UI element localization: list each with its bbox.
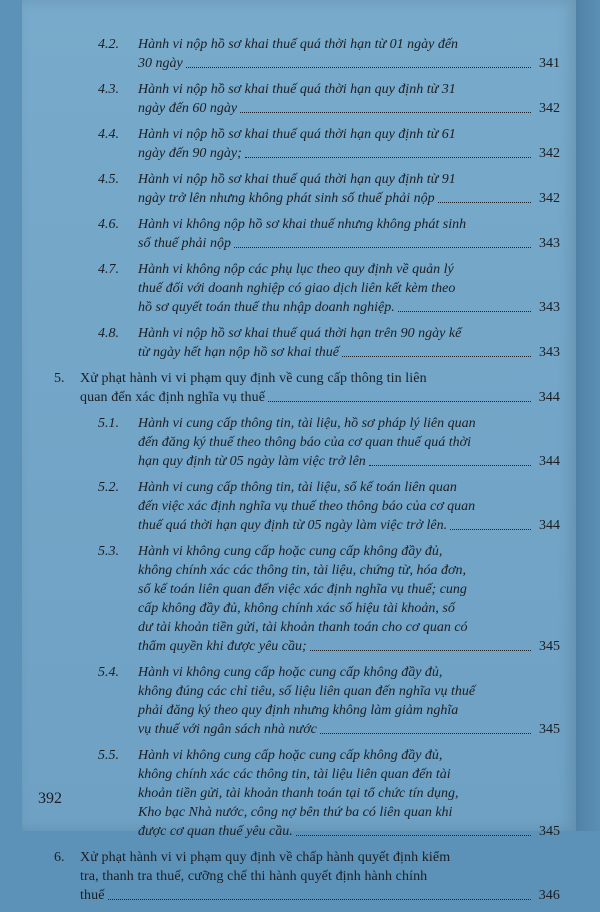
table-of-contents (54, 35, 560, 912)
toc-entry-line (138, 54, 560, 73)
toc-entry-line-text: vụ thuế với ngân sách nhà nước (138, 722, 317, 737)
toc-entry-page: 343 (539, 345, 560, 360)
dot-leader (310, 650, 531, 651)
toc-entry-title (80, 369, 560, 407)
toc-entry (54, 848, 560, 905)
toc-entry-line: không đúng các chỉ tiêu, số liệu liên quan đến nghĩa vụ thuế (138, 684, 476, 699)
toc-entry-line (138, 516, 560, 535)
toc-entry-line: không chính xác các thông tin, tài liệu liên quan đến tài (138, 767, 451, 782)
toc-entry-number: 4.6. (98, 217, 119, 232)
toc-entry-line (138, 343, 560, 362)
dot-leader (450, 529, 531, 530)
toc-entry-line: Hành vi không cung cấp hoặc cung cấp không đầy đủ, (138, 748, 443, 763)
toc-entry (98, 80, 560, 118)
toc-entry-page: 343 (539, 300, 560, 315)
dot-leader (369, 465, 531, 466)
toc-entry-line: Hành vi nộp hồ sơ khai thuế quá thời hạn quy định từ 61 (138, 127, 456, 142)
toc-entry-line (138, 822, 560, 841)
toc-entry-line (138, 234, 560, 253)
toc-entry-line-text: từ ngày hết hạn nộp hồ sơ khai thuế (138, 345, 339, 360)
toc-entry-line: đến đăng ký thuế theo thông báo của cơ quan thuế quá thời (138, 435, 471, 450)
toc-entry-line: phải đăng ký theo quy định nhưng không làm giảm nghĩa (138, 703, 459, 718)
toc-entry-title (138, 542, 560, 656)
toc-entry-number: 5.5. (98, 748, 119, 763)
toc-entry (98, 663, 560, 739)
toc-entry-line: Kho bạc Nhà nước, công nợ bên thứ ba có liên quan khi (138, 805, 453, 820)
toc-entry-line-text: 30 ngày (138, 56, 183, 71)
dot-leader (296, 835, 531, 836)
dot-leader (240, 112, 531, 113)
toc-entry-line: Hành vi nộp hồ sơ khai thuế quá thời hạn quy định từ 31 (138, 82, 456, 97)
toc-entry-line-text: hồ sơ quyết toán thuế thu nhập doanh nghiệp. (138, 300, 395, 315)
toc-entry-title (80, 848, 560, 905)
toc-entry-line-text: ngày đến 90 ngày; (138, 146, 242, 161)
toc-entry-title (138, 125, 560, 163)
toc-entry-line: dư tài khoản tiền gửi, tài khoản thanh toán cho cơ quan có (138, 620, 468, 635)
toc-entry-line-text: ngày trở lên nhưng không phát sinh số thuế phải nộp (138, 191, 435, 206)
toc-entry-line: cấp không đầy đủ, không chính xác số hiệu tài khoản, số (138, 601, 455, 616)
toc-entry-line (138, 298, 560, 317)
toc-entry-line: Xử phạt hành vi vi phạm quy định về chấp hành quyết định kiểm (80, 850, 451, 865)
toc-entry-line: Hành vi cung cấp thông tin, tài liệu, sổ kế toán liên quan (138, 480, 457, 495)
toc-entry-title (138, 414, 560, 471)
toc-entry-line: Hành vi nộp hồ sơ khai thuế quá thời hạn từ 01 ngày đến (138, 37, 459, 52)
toc-entry-title (138, 215, 560, 253)
underlying-page-edge (576, 0, 600, 831)
toc-entry (98, 478, 560, 535)
toc-entry-title (138, 35, 560, 73)
toc-entry-line: Hành vi cung cấp thông tin, tài liệu, hồ sơ pháp lý liên quan (138, 416, 476, 431)
toc-entry-page: 342 (539, 191, 560, 206)
toc-entry-line: không chính xác các thông tin, tài liệu, chứng từ, hóa đơn, (138, 563, 466, 578)
toc-entry-page: 343 (539, 236, 560, 251)
toc-entry-title (138, 80, 560, 118)
toc-entry-line: Hành vi không cung cấp hoặc cung cấp không đầy đủ, (138, 665, 443, 680)
toc-entry-line: Hành vi nộp hồ sơ khai thuế quá thời hạn quy định từ 91 (138, 172, 456, 187)
toc-entry-title (138, 663, 560, 739)
toc-entry-line: Xử phạt hành vi vi phạm quy định về cung cấp thông tin liên (80, 371, 427, 386)
toc-entry-page: 345 (539, 639, 560, 654)
toc-entry (98, 35, 560, 73)
toc-entry-line: khoản tiền gửi, tài khoản thanh toán tại tổ chức tín dụng, (138, 786, 459, 801)
toc-entry-line: đến việc xác định nghĩa vụ thuế theo thông báo của cơ quan (138, 499, 476, 514)
toc-entry (98, 215, 560, 253)
toc-entry-line: Hành vi không nộp hồ sơ khai thuế nhưng không phát sinh (138, 217, 467, 232)
toc-entry (98, 542, 560, 656)
dot-leader (245, 157, 531, 158)
toc-entry-line (138, 452, 560, 471)
toc-entry-page: 342 (539, 146, 560, 161)
toc-entry-line-text: thuế quá thời hạn quy định từ 05 ngày làm việc trở lên. (138, 518, 448, 533)
toc-entry-line (80, 388, 560, 407)
toc-entry-number: 5.4. (98, 665, 119, 680)
toc-entry-number: 4.7. (98, 262, 119, 277)
toc-entry-title (138, 746, 560, 841)
toc-entry-line-text: được cơ quan thuế yêu cầu. (138, 824, 293, 839)
toc-entry (98, 260, 560, 317)
toc-entry-page: 344 (539, 454, 560, 469)
toc-entry-line-text: thuế (80, 888, 105, 903)
dot-leader (342, 356, 531, 357)
toc-entry-number: 5.1. (98, 416, 119, 431)
toc-entry (98, 324, 560, 362)
toc-entry-line: Hành vi không nộp các phụ lục theo quy định về quản lý (138, 262, 454, 277)
toc-entry-number: 4.4. (98, 127, 119, 142)
page-number: 392 (38, 790, 62, 807)
toc-entry-line (80, 886, 560, 905)
toc-entry (54, 369, 560, 407)
toc-entry-line (138, 720, 560, 739)
dot-leader (320, 733, 531, 734)
dot-leader (108, 899, 531, 900)
dot-leader (398, 311, 531, 312)
toc-entry-line-text: số thuế phải nộp (138, 236, 231, 251)
toc-entry-title (138, 478, 560, 535)
toc-entry-line (138, 144, 560, 163)
toc-entry-line: Hành vi không cung cấp hoặc cung cấp không đầy đủ, (138, 544, 443, 559)
toc-entry-line: Hành vi nộp hồ sơ khai thuế quá thời hạn trên 90 ngày kể (138, 326, 462, 341)
toc-entry-title (138, 324, 560, 362)
toc-entry-line (138, 99, 560, 118)
toc-entry-number: 4.3. (98, 82, 119, 97)
toc-entry-title (138, 260, 560, 317)
toc-entry-line-text: ngày đến 60 ngày (138, 101, 238, 116)
toc-entry-line (138, 189, 560, 208)
toc-entry-number: 4.5. (98, 172, 119, 187)
dot-leader (186, 67, 531, 68)
toc-entry-number: 5.3. (98, 544, 119, 559)
toc-entry-page: 341 (539, 56, 560, 71)
toc-entry-number: 4.2. (98, 37, 119, 52)
toc-entry (98, 125, 560, 163)
toc-entry-page: 344 (539, 518, 560, 533)
toc-entry-line: thuế đối với doanh nghiệp có giao dịch liên kết kèm theo (138, 281, 456, 296)
toc-entry-line-text: thẩm quyền khi được yêu cầu; (138, 639, 307, 654)
toc-entry (98, 170, 560, 208)
toc-entry-title (138, 170, 560, 208)
toc-entry-page: 346 (538, 888, 560, 903)
dot-leader (268, 401, 531, 402)
toc-entry-line-text: quan đến xác định nghĩa vụ thuế (80, 390, 266, 405)
toc-entry-number: 5. (54, 371, 65, 386)
toc-entry-page: 344 (538, 390, 560, 405)
toc-entry-page: 345 (539, 824, 560, 839)
dot-leader (234, 247, 531, 248)
toc-entry-line-text: hạn quy định từ 05 ngày làm việc trở lên (138, 454, 366, 469)
dot-leader (438, 202, 531, 203)
toc-entry (98, 746, 560, 841)
toc-entry (98, 414, 560, 471)
toc-entry-line: tra, thanh tra thuế, cưỡng chế thi hành quyết định hành chính (80, 869, 428, 884)
toc-entry-page: 345 (539, 722, 560, 737)
toc-entry-number: 6. (54, 850, 65, 865)
toc-entry-line (138, 637, 560, 656)
toc-entry-number: 5.2. (98, 480, 119, 495)
toc-entry-number: 4.8. (98, 326, 119, 341)
toc-entry-page: 342 (539, 101, 560, 116)
toc-entry-line: sổ kế toán liên quan đến việc xác định nghĩa vụ thuế; cung (138, 582, 467, 597)
